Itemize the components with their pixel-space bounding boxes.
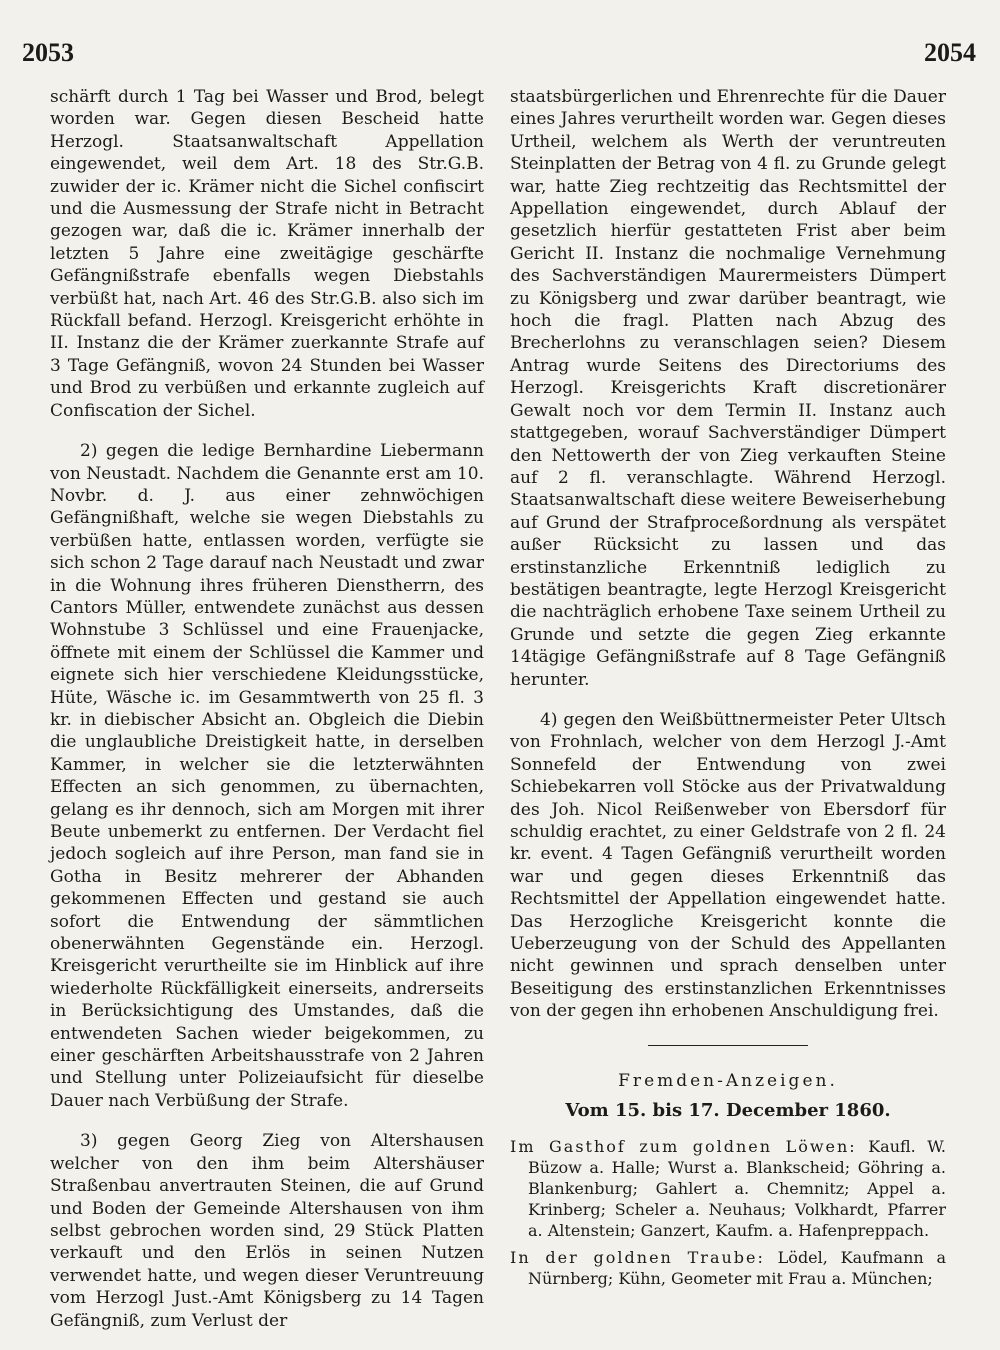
notice-text: Kaufl. W. Büzow a. Halle; Wurst a. Blankscheid; Göhring a. Blankenburg; Gahlert a. Chemnitz; Appel a. Krinberg; Scheler a. Neuhaus; Volkhardt, Pfarrer a. Altenstein; Ganzert, Kaufm. a. Hafenpreppach. bbox=[528, 1137, 946, 1241]
notices-date: Vom 15. bis 17. December 1860. bbox=[565, 1100, 891, 1122]
notice-entry bbox=[510, 1136, 946, 1241]
page-number-left: 2053 bbox=[22, 38, 74, 67]
paragraph-case-3: 3) gegen Georg Zieg von Altershausen welcher von den ihm beim Altershäuser Straßenbau anvertrauten Steinen, die auf Grund und Boden der Gemeinde Altershausen von ihm selbst gebrochen worden sind, 29 Stück Platten verkauft und den Erlös in seinen Nutzen verwendet hatte, und wegen dieser Veruntreuung vom Herzogl Just.-Amt Königsberg zu 14 Tagen Gefängniß, zum Verlust der bbox=[50, 1131, 484, 1331]
page-number-right: 2054 bbox=[924, 38, 976, 67]
left-column bbox=[50, 86, 484, 1350]
notice-text: Lödel, Kaufmann a Nürnberg; Kühn, Geometer mit Frau a. München; bbox=[528, 1248, 946, 1289]
notice-lead: Im Gasthof zum goldnen Löwen: bbox=[510, 1137, 857, 1157]
notice-lead: In der goldnen Traube: bbox=[510, 1248, 765, 1268]
notices-heading: Fremden-Anzeigen. bbox=[618, 1070, 838, 1091]
paragraph-continuation: schärft durch 1 Tag bei Wasser und Brod, belegt worden war. Gegen diesen Bescheid hatte Herzogl. Staatsanwaltschaft Appellation eingewendet, weil dem Art. 18 des Str.G.B. zuwider der ic. Krämer nicht die Sichel confiscirt und die Ausmessung der Strafe nicht in Betracht gezogen war, daß die ic. Krämer innerhalb der letzten 5 Jahre eine zweitägige geschärfte Gefängnißstrafe ebenfalls wegen Diebstahls verbüßt hat, nach Art. 46 des Str.G.B. also sich im Rückfall befand. Herzogl. Kreisgericht erhöhte in II. Instanz die der Krämer zuerkannte Strafe auf 3 Tage Gefängniß, wovon 24 Stunden bei Wasser und Brod zu verbüßen und erkannte zugleich auf Confiscation der Sichel. bbox=[50, 87, 484, 421]
paragraph-case-2: 2) gegen die ledige Bernhardine Liebermann von Neustadt. Nachdem die Genannte erst am 10. Novbr. d. J. aus einer zehnwöchigen Gefängnißhaft, welche sie wegen Diebstahls zu verbüßen hatte, entlassen worden, verfügte sie sich schon 2 Tage darauf nach Neustadt und zwar in die Wohnung ihres früheren Dienstherrn, des Cantors Müller, entwendete zunächst aus dessen Wohnstube 3 Schlüssel und eine Frauenjacke, öffnete mit einem der Schlüssel die Kammer und eignete sich hier verschiedene Kleidungsstücke, Hüte, Wäsche ic. im Gesammtwerth von 25 fl. 3 kr. in diebischer Absicht an. Obgleich die Diebin die unglaubliche Dreistigkeit hatte, in derselben Kammer, in welcher sie die letzterwähnten Effecten an sich genommen, zu übernachten, gelang es ihr dennoch, sich am Morgen mit ihrer Beute unbemerkt zu entfernen. Der Verdacht fiel jedoch sogleich auf ihre Person, man fand sie in Gotha in Besitz mehrerer der Abhanden gekommenen Effecten und gestand sie auch sofort die Entwendung der sämmtlichen obenerwähnten Gegenstände ein. Herzogl. Kreisgericht verurtheilte sie im Hinblick auf ihre wiederholte Rückfälligkeit einerseits, andrerseits in Berücksichtigung des Umstandes, daß die entwendeten Sachen wieder beigekommen, zu einer geschärften Arbeitshausstrafe von 2 Jahren und Stellung unter Polizeiaufsicht für dieselbe Dauer nach Verbüßung der Strafe. bbox=[50, 441, 484, 1111]
paragraph-case-3-continued: staatsbürgerlichen und Ehrenrechte für die Dauer eines Jahres verurtheilt worden war. Gegen dieses Urtheil, welchem als Werth der veruntreuten Steinplatten der Betrag von 4 fl. zu Grunde gelegt war, hatte Zieg rechtzeitig das Rechtsmittel der Appellation eingewendet, durch Ablauf der gesetzlich hierfür gestatteten Frist aber beim Gericht II. Instanz die nochmalige Vernehmung des Sachverständigen Maurermeisters Dümpert zu Königsberg und zwar darüber beantragt, wie hoch die fragl. Platten nach Abzug des Brecherlohns zu veranschlagen seien? Diesem Antrag wurde Seitens des Directoriums des Herzogl. Kreisgerichts Kraft discretionärer Gewalt noch vor dem Termin II. Instanz auch stattgegeben, worauf Sachverständiger Dümpert den Nettowerth der von Zieg verkauften Steine auf 2 fl. veranschlagte. Während Herzogl. Staatsanwaltschaft diese weitere Beweiserhebung auf Grund der Strafproceßordnung als verspätet außer Rücksicht zu lassen und das erstinstanzliche Erkenntniß lediglich zu bestätigen beantragte, legte Herzogl Kreisgericht die nachträglich erhobene Taxe seinem Urtheil zu Grunde und setzte die gegen Zieg erkannte 14tägige Gefängnißstrafe auf 8 Tage Gefängniß herunter. bbox=[510, 87, 946, 690]
notice-entry bbox=[510, 1247, 946, 1289]
section-divider bbox=[648, 1045, 808, 1046]
paragraph-case-4: 4) gegen den Weißbüttnermeister Peter Ultsch von Frohnlach, welcher von dem Herzogl J.-Amt Sonnefeld der Entwendung von zwei Schiebekarren voll Stöcke aus der Privatwaldung des Joh. Nicol Reißenweber von Ebersdorf für schuldig erachtet, zu einer Geldstrafe von 2 fl. 24 kr. event. 4 Tagen Gefängniß verurtheilt worden war und gegen dieses Erkenntniß das Rechtsmittel der Appellation eingewendet hatte. Das Herzogliche Kreisgericht konnte die Ueberzeugung von der Schuld des Appellanten nicht gewinnen und sprach denselben unter Beseitigung des erstinstanzlichen Erkenntnisses von der gegen ihn erhobenen Anschuldigung frei. bbox=[510, 709, 946, 1022]
right-column bbox=[510, 86, 946, 1295]
